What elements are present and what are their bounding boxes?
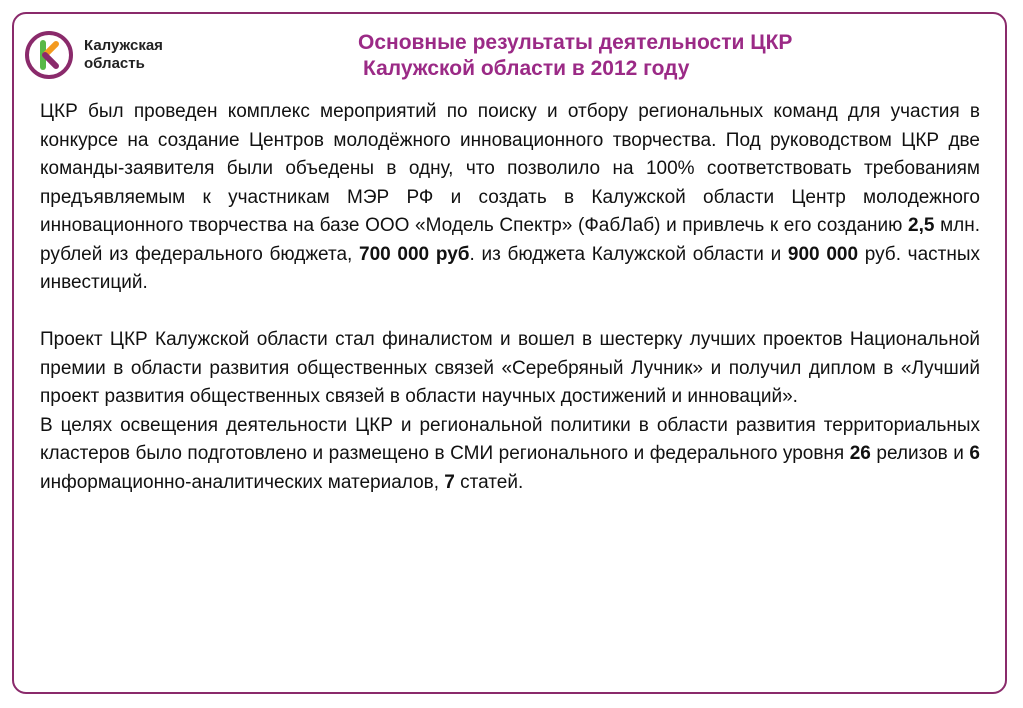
region-logo <box>24 22 172 88</box>
kaluga-k-logo-icon <box>24 30 74 80</box>
title-line-2: Калужской области в 2012 году <box>363 57 690 80</box>
p1-text-1: ЦКР был проведен комплекс мероприятий по поиску и отбору региональных команд для участия в конкурсе на создание Центров молодёжного инновационного творчества. Под руководством ЦКР две команды-заявителя были объедены в одну, что позволило на 100% соответствовать требованиям предъявляемым к участникам МЭР РФ и создать в Калужской области Центр молодежного инновационного творчества на базе ООО «Модель Спектр» (ФабЛаб) и привлечь к его созданию <box>40 101 980 236</box>
paragraph-fablab <box>40 98 980 298</box>
p1-text-3: . из бюджета Калужской области и <box>469 243 788 265</box>
paragraph-silver-archer: Проект ЦКР Калужской области стал финалистом и вошел в шестерку лучших проектов Национальной премии в области развития общественных связей «Серебряный Лучник» и получил диплом в «Лучший проект развития общественных связей в области научных достижений и инноваций». <box>40 329 980 407</box>
logo-line-1: Калужская <box>84 37 163 54</box>
p3-text-4: статей. <box>454 471 524 493</box>
paragraph-media <box>40 412 980 498</box>
p3-bold-count-1: 26 <box>849 443 871 464</box>
p3-bold-count-3: 7 <box>444 471 455 493</box>
slide-body <box>40 98 980 497</box>
p1-bold-amount-2: 700 000 руб <box>359 243 470 265</box>
p1-text-2: млн. рублей из федерального бюджета, <box>40 215 981 265</box>
p1-bold-amount-1: 2,5 <box>908 215 935 236</box>
p3-text-3: информационно-аналитических материалов, <box>40 471 445 493</box>
p1-text-4: руб. частных инвестиций. <box>40 243 980 293</box>
logo-line-2: область <box>84 55 145 72</box>
p1-bold-amount-3: 900 000 <box>787 243 859 265</box>
logo-text <box>84 37 163 73</box>
p3-bold-count-2: 6 <box>969 443 980 464</box>
p3-text-2: релизов и <box>870 443 970 464</box>
title-line-1: Основные результаты деятельности ЦКР <box>358 31 793 54</box>
slide-title <box>300 30 900 82</box>
p3-text-1: В целях освещения деятельности ЦКР и региональной политики в области развития территориальных кластеров было подготовлено и размещено в СМИ регионального и федерального уровня <box>40 414 980 464</box>
